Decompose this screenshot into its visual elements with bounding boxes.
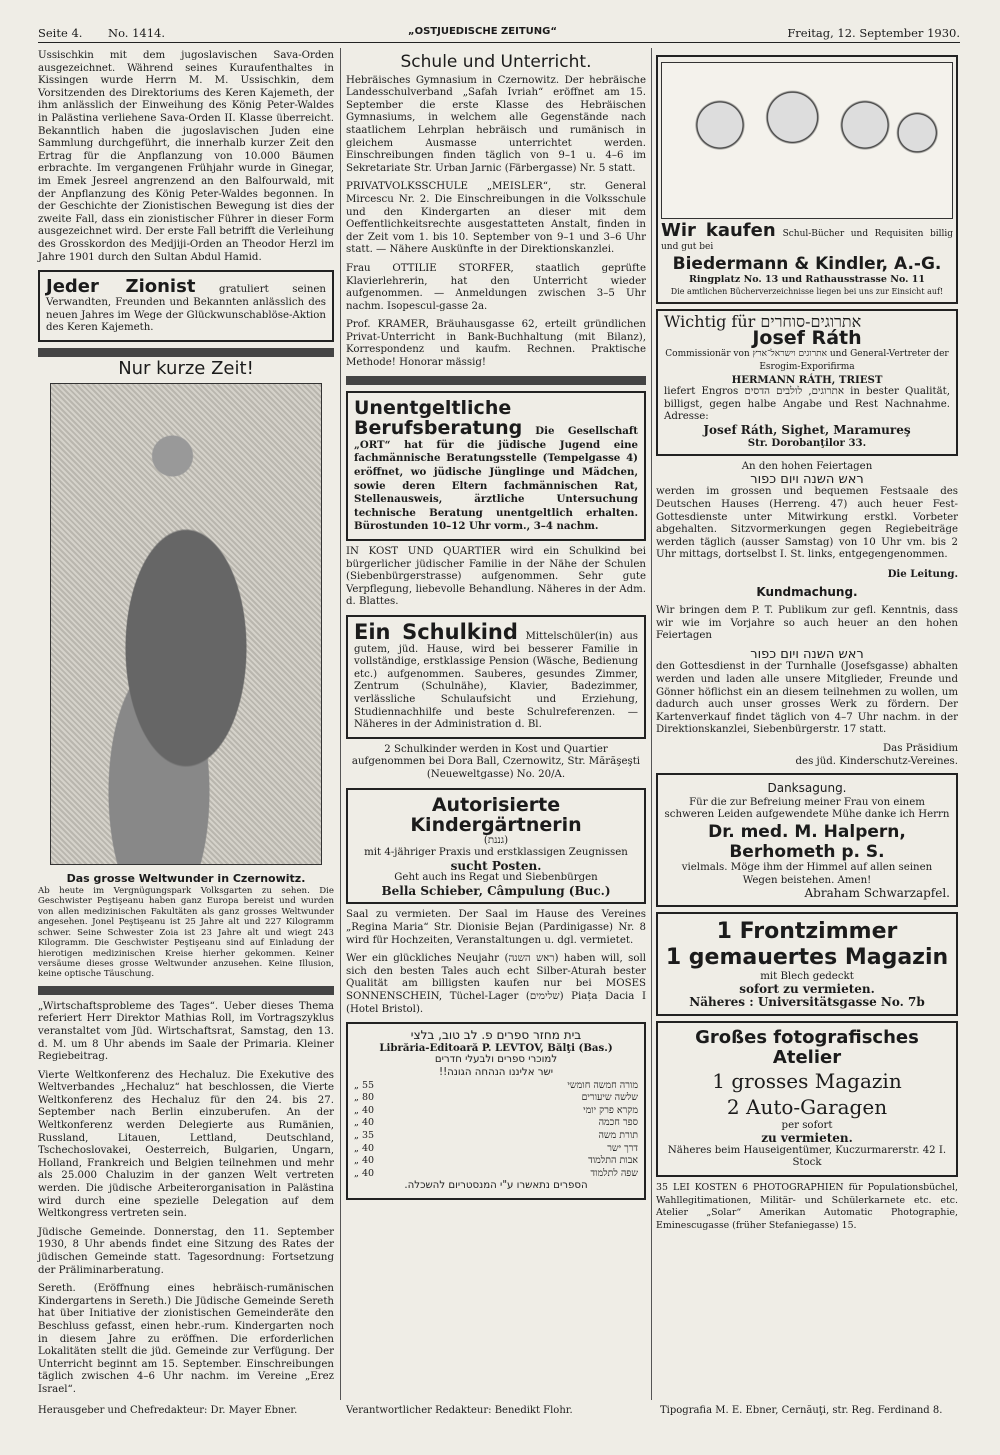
lib-price-row [354,1105,638,1118]
photo-caption: Ab heute im Vergnügungspark Volksgarten zu sehen. Die Geschwister Peştişeanu haben ganz Europa bereist und wurden von allen medizinischen Fakultäten als ganz grosses Weltwunder angesehen. Jonel Peştişeanu ist 25 Jahre alt und 227 Kilogramm schwer. Seine Schwester Zoia ist 23 Jahre alt und wiegt 243 Kilogramm. Die Geschwister Peştişeanu sind auf Einladung der hierotigen medizinischen Kreise hierher gekommen. Keiner versäume dieses grosse Weltwunder anzusehen. Keine Illusion, keine optische Täuschung. [38,886,334,980]
ad-rath-addr2: Str. Dorobanţilor 33. [747,436,867,449]
ad-company: Biedermann & Kindler, A.-G. [672,253,942,274]
front-line3: mit Blech gedeckt [760,970,854,982]
ad-geht: Geht auch ins Regat und Siebenbürgen [394,872,598,884]
lib-price-row [354,1130,638,1143]
atel-line2: 1 grosses Magazin [712,1068,902,1093]
column-left [38,50,334,1403]
lib-price: „ 40 [354,1117,375,1129]
ad-title: Unentgeltliche Berufsberatung [354,396,523,440]
article-gymnasium: Hebräisches Gymnasium in Czernowitz. Der hebräische Landesschulverband „Safah Ivriah“ eröffnet am 15. September die erste Klasse des Hebräischen Gymnasiums, in welchem alle Gegenstände nach staatlichem Lehrplan hebräisch und rumänisch in gleichem Ausmasse unterrichtet werden. Einschreibungen finden täglich von 9–1 u. 4–6 im Sekretariate Str. Urban Jarnic (Färbergasse) Nr. 5 statt. [346,74,646,174]
paper-name: „OSTJUEDISCHE ZEITUNG“ [408,26,557,37]
lib-price-row [354,1155,638,1168]
atel-line3: 2 Auto-Garagen [726,1094,888,1119]
front-line5: Näheres : Universitätsgasse No. 7b [689,994,925,1009]
lib-hebrew-sub2: ישר אליננו הנהחה הגונה!! [438,1067,553,1078]
ad-ort [346,391,646,541]
lib-hebrew-note: הספרים נתאשרו ע"י המנסטריום להשכלה. [404,1180,588,1192]
lib-price: „ 40 [354,1167,375,1179]
lib-name: Librăria-Editoară P. LEVTOV, Bălţi (Bas.) [379,1041,613,1054]
ad-sucht: sucht Posten. [450,858,542,873]
lib-book-name: מורה חמשה חומשי [567,1079,638,1091]
ad-name: Bella Schieber, Câmpulung (Buc.) [381,883,611,898]
children-illustration [661,62,953,219]
article-kost: IN KOST UND QUARTIER wird ein Schulkind bei bürgerlicher jüdischer Familie in der Nähe der Schulen (Siebenbürgerstrasse) aufgenommen. Sehr gute Verpflegung, liebevolle Behandlung. Näheres in der Adm. d. Blattes. [346,546,646,608]
ad-rath-text: Commissionär von אתרוגים וישראל־ארץ und General-Vertreter der Esrogim-Exporifirma [665,349,949,372]
article-neujahr: Wer ein glückliches Neujahr (ראש השנה) haben will, soll sich den besten Tales auch echt Silber-Aturah bester Qualität am billigsten kaufen nur bei MOSES SONNENSCHEIN, Tüchel-Lager (שלימים) Piața Dacia I (Hotel Bristol). [346,953,646,1015]
lib-book-name: אבות התלמוד [588,1155,638,1167]
lib-price-list [354,1080,638,1181]
dank-title: Danksagung. [767,781,847,796]
lib-book-name: שלשה שיעורים [581,1092,638,1104]
lib-price: „ 55 [354,1079,375,1091]
ad-jeder-zionist [38,270,334,342]
lib-book-name: מקרא פרק יומי [583,1104,638,1116]
ad-biedermann [656,55,958,304]
front-line1: 1 Frontzimmer [716,918,898,944]
ad-rath-name: Josef Ráth [752,327,862,350]
lib-hebrew-title: בית מחזר ספרים פ. לב טוב, בלצי [410,1028,582,1043]
feier-text: werden im grossen und bequemen Festsaale des Deutschen Hauses (Herreng. 47) auch heuer Fest-Gottesdienste unter Mitwirkung erstkl. Vorbeter abgehalten. Sitzvormerkungen gegen Regiebeiträge werden täglich (ausser Samstag) von 10 Uhr vm. bis 2 Uhr mittags, dortselbst I. St. links, entgegengenommen. [656,486,958,561]
column-rule [651,48,652,1400]
divider [346,376,646,385]
column-rule [340,48,341,1400]
ad-library [346,1022,646,1200]
dank-sign: Abraham Schwarzapfel. [804,886,950,901]
article-ussischkin: Ussischkin mit dem jugoslavischen Sava-Orden ausgezeichnet. Während seines Kuraufenthaltes in Kissingen wurde Herrn M. M. Ussischkin, dem Vorsitzenden des Direktoriums des Keren Kajemeth, der ihm anlässlich der Einweihung des König Peter-Waldes in Palästina verliehene Sava-Orden II. Klasse überreicht. Bekanntlich haben die jugoslavischen Juden eine Sammlung durchgeführt, die innerhalb kurzer Zeit den Ertrag für die Anpflanzung von 10.000 Bäumen erbrachte. Im vergangenen Frühjahr wurde in Ginegar, im Emek Jesreel angrenzend an den Balfourwald, mit der Anpflanzung des König Peter-Waldes begonnen. In der Geschichte der Zionistischen Bewegung ist dies der zweite Fall, dass ein zionistischer Führer in dieser Form ausgezeichnet wird. Der erste Fall betrifft die Verleihung des Grosskordon des Medjiji-Orden an Theodor Herzl im Jahre 1901 durch den Sultan Abdul Hamid. [38,50,334,263]
ad-text: mit 4-jähriger Praxis und erstklassigen Zeugnissen [364,847,628,859]
article-saal: Saal zu vermieten. Der Saal im Hause des Vereines „Regina Maria“ Str. Dionisie Bejan (Pardinigasse) Nr. 8 wird für Hochzeiten, Veranstaltungen u. dgl. vermietet. [346,909,646,946]
ad-atelier [656,1021,958,1177]
ad-wichtig-heb: אתרוגים-סוחרים [760,311,862,331]
ad-note: Die amtlichen Bücherverzeichnisse liegen bei uns zur Einsicht auf! [670,287,944,297]
ad-rath-text2: liefert Engros אתרוגים, לולבים הדסים in bester Qualität, billigst, gegen halbe Angabe und Rest Nachnahme. Adresse: [664,386,951,423]
ad-wichtig: Wichtig für [664,311,756,331]
lib-book-name: שפה לתלמוד [590,1167,638,1179]
lib-price-row [354,1092,638,1105]
ad-rath-addr: Josef Ráth, Sighet, Maramureş [703,422,911,437]
ad-frontzimmer [656,912,958,1016]
ad-address: Ringplatz No. 13 und Rathausstrasse No. 11 [689,273,925,285]
ad-text: gratuliert seinen Verwandten, Freunden und Bekannten anlässlich des neuen Jahres im Wege der Glückwunschablöse-Aktion des Keren Kajemeth. [46,284,326,334]
ad-title: Ein Schulkind [354,619,518,644]
divider [38,986,334,995]
lib-price: „ 40 [354,1142,375,1154]
weltwunder-photo [50,383,322,865]
lib-price-row [354,1143,638,1156]
feier-intro: An den hohen Feiertagen [741,461,873,473]
ad-schulkind [346,615,646,739]
kund-sign2: des jüd. Kinderschutz-Vereines. [795,755,958,767]
lib-book-name: דרך ישר [607,1142,638,1154]
article-sereth: Sereth. (Eröffnung eines hebräisch-rumänischen Kindergartens in Sereth.) Die Jüdische Gemeinde Sereth hat über Initiative der zionistischen Gemeinderäte den Beschluss gefasst, einen hebr.-rum. Kindergarten noch in diesem Jahre zu eröffnen. Die erforderlichen Lokalitäten stellt die jüd. Gemeinde zur Verfügung. Der Unterricht beginnt am 15. September. Einschreibungen täglich zwischen 4–6 Uhr nachm. im Vereine „Erez Israel“. [38,1283,334,1395]
lib-price-row [354,1080,638,1093]
kund-title: Kundmachung. [756,585,858,600]
ad-rath-firm: HERMANN RÁTH, TRIEST [731,373,883,386]
ad-kaufen-sub: Schul-Bücher und Requisiten billig und gut bei [661,229,954,252]
ad-text: Mittelschüler(in) aus gutem, jüd. Hause, wird bei besserer Familie in vollständige, erstklassige Pension (Wäsche, Bedienung etc.) aufgenommen. Sauberes, gesundes Zimmer, Zentrum (Schulnähe), Klavier, Badezimmer, verlässliche Schulaufsicht und Erziehung, Studiennachhilfe und beste Schulreferenzen. — Näheres in der Administration d. Bl. [354,630,638,731]
issue-number: No. 1414. [108,26,166,40]
atel-line6: Näheres beim Hauseigentümer, Kuczurmarerstr. 42 I. Stock [667,1144,947,1169]
ad-title: Jeder Zionist [46,276,196,298]
kund-text: Wir bringen dem P. T. Publikum zur gefl. Kenntnis, dass wir wie im Vorjahre so auch heuer an den hohen Feiertagen [656,605,958,642]
lib-price-row [354,1117,638,1130]
ad-kindergaertnerin [346,788,646,905]
article-zwei: 2 Schulkinder werden in Kost und Quartier aufgenommen bei Dora Ball, Czernowitz, Str. Mărăşeşti (Neueweltgasse) No. 20/A. [351,743,641,780]
article-meisler: PRIVATVOLKSSCHULE „MEISLER“, str. General Mircescu Nr. 2. Die Einschreibungen in die Volksschule und den Kindergarten an dieser mit dem Oeffentlichkeitsrechte ausgestatteten Anstalt, finden in der Zeit vom 1. bis 10. September von 9–1 und 3–6 Uhr statt. — Nähere Auskünfte in der Direktionskanzlei. [346,181,646,256]
kund-sign1: Das Präsidium [883,743,958,754]
lib-book-name: תורת משה [598,1129,638,1141]
atel-line4: per sofort [781,1119,833,1131]
kurze-zeit-title: Nur kurze Zeit! [118,357,254,379]
atel-line1: Großes fotografisches Atelier [695,1026,919,1068]
ad-text: Die Gesellschaft „ORT“ hat für die jüdische Jugend eine fachmännische Beratungsstelle (Tempelgasse 4) eröffnet, wo jüdische Jünglinge und Mädchen, sowie deren Eltern fachmännischen Rat, Stellenausweis, ärztliche Untersuchung technische Beratung unentgeltlich erhalten. Bürostunden 10–12 Uhr vorm., 3–4 nachm. [354,425,638,533]
ad-photo35: 35 LEI KOSTEN 6 PHOTOGRAPHIEN für Populationsbüchel, Wahllegitimationen, Militär- und Schülerkarnete etc. etc. Atelier „Solar“ Amerikan Automatic Photographie, Eminescugasse (früher Stefaniegasse) 15. [656,1181,958,1231]
lib-hebrew-sub: למוכרי ספרים ולבעלי חדרים [434,1054,558,1066]
article-wirtschaft: „Wirtschaftsprobleme des Tages“. Ueber dieses Thema referiert Herr Direktor Mathias Roll, im Vortragszyklus veranstaltet vom Jüd. Wirtschaftsrat, Samstag, den 13. d. M. um 8 Uhr abends im Saale der Primaria. Kleiner Regiebeitrag. [38,1000,334,1063]
dank-text: Für die zur Befreiung meiner Frau von einem schweren Leiden aufgewendete Mühe danke ich Herrn [664,796,950,821]
footer-right: Tipografia M. E. Ebner, Cernăuţi, str. Reg. Ferdinand 8. [660,1405,943,1416]
dank-doctor: Dr. med. M. Halpern, Berhometh p. S. [708,821,906,862]
ad-kaufen: Wir kaufen [661,220,776,241]
dank-text2: vielmals. Möge ihm der Himmel auf allen seinen Wegen beistehen. Amen! [681,861,933,886]
page-number: Seite 4. [38,26,83,40]
lib-price: „ 80 [354,1092,375,1104]
kund-text2: den Gottesdienst in der Turnhalle (Josefsgasse) abhalten werden und laden alle unsere Mitglieder, Freunde und Gönner höflichst ein an diesem teilnehmen zu wollen, um dadurch auch unser grosses Werk zu fördern. Der Kartenverkauf findet täglich von 4–7 Uhr nachm. in der Direktionskanzlei, Siebenbürgerstr. 17 statt. [656,661,958,736]
article-storfer: Frau OTTILIE STORFER, staatlich geprüfte Klavierlehrerin, hat den Unterricht wieder aufgenommen. — Anmeldungen zwischen 3–5 Uhr nachm. Isopescul-gasse 2a. [346,262,646,312]
ad-title: Autorisierte Kindergärtnerin [410,793,582,836]
lib-price: „ 40 [354,1155,375,1167]
lib-book-name: ספר חכמה [598,1117,638,1129]
issue-date: Freitag, 12. September 1930. [787,26,960,40]
article-kramer: Prof. KRAMER, Bräuhausgasse 62, erteilt gründlichen Privat-Unterricht in Bank-Buchhaltung (mit Bilanz), Korrespondenz und kaufm. Rechnen. Praktische Methode! Honorar mässig! [346,319,646,369]
feier-sign: Die Leitung. [887,567,958,580]
front-line2: 1 gemauertes Magazin [665,944,949,970]
section-title: Schule und Unterricht. [400,52,592,72]
feier-hebrew: ראש השנה ויום כפור [750,471,864,487]
lib-price: „ 35 [354,1129,375,1141]
article-hechaluz: Vierte Weltkonferenz des Hechaluz. Die Exekutive des Weltverbandes „Hechaluz“ hat beschlossen, die Vierte Weltkonferenz des Hechaluz für den 24. bis 27. September nach Berlin einzuberufen. An der Weltkonferenz werden Delegierte aus Rumänien, Russland, Litauen, Lettland, Deutschland, Tschechoslovakei, Oesterreich, Bulgarien, Ungarn, Holland, Frankreich und Belgien teilnehmen und mehr als 25.000 Chaluzim in der ganzen Welt vertreten werden. Die jüdische Arbeiterorganisation in Palästina wird durch eine spezielle Delegation auf dem Weltkongress vertreten sein. [38,1069,334,1220]
column-middle [346,50,646,1205]
lib-price: „ 40 [354,1104,375,1116]
atel-line5: zu vermieten. [761,1131,853,1146]
column-right [656,50,958,1238]
footer-mid: Verantwortlicher Redakteur: Benedikt Flohr. [346,1405,573,1416]
photo-caption-title: Das grosse Weltwunder in Czernowitz. [66,872,306,886]
ad-rath [656,309,958,456]
ad-danksagung [656,773,958,907]
front-line4: sofort zu vermieten. [739,982,875,997]
footer-left: Herausgeber und Chefredakteur: Dr. Mayer Ebner. [38,1405,298,1416]
page-header [38,26,960,43]
lib-price-row [354,1168,638,1181]
ad-hebrew: (גננת) [483,834,509,846]
article-gemeinde: Jüdische Gemeinde. Donnerstag, den 11. September 1930, 8 Uhr abends findet eine Sitzung des Rates der jüdischen Gemeinde statt. Tagesordnung: Fortsetzung der Präliminarberatung. [38,1226,334,1276]
kund-hebrew: ראש השנה ויום כפור [750,646,864,662]
divider [38,348,334,357]
